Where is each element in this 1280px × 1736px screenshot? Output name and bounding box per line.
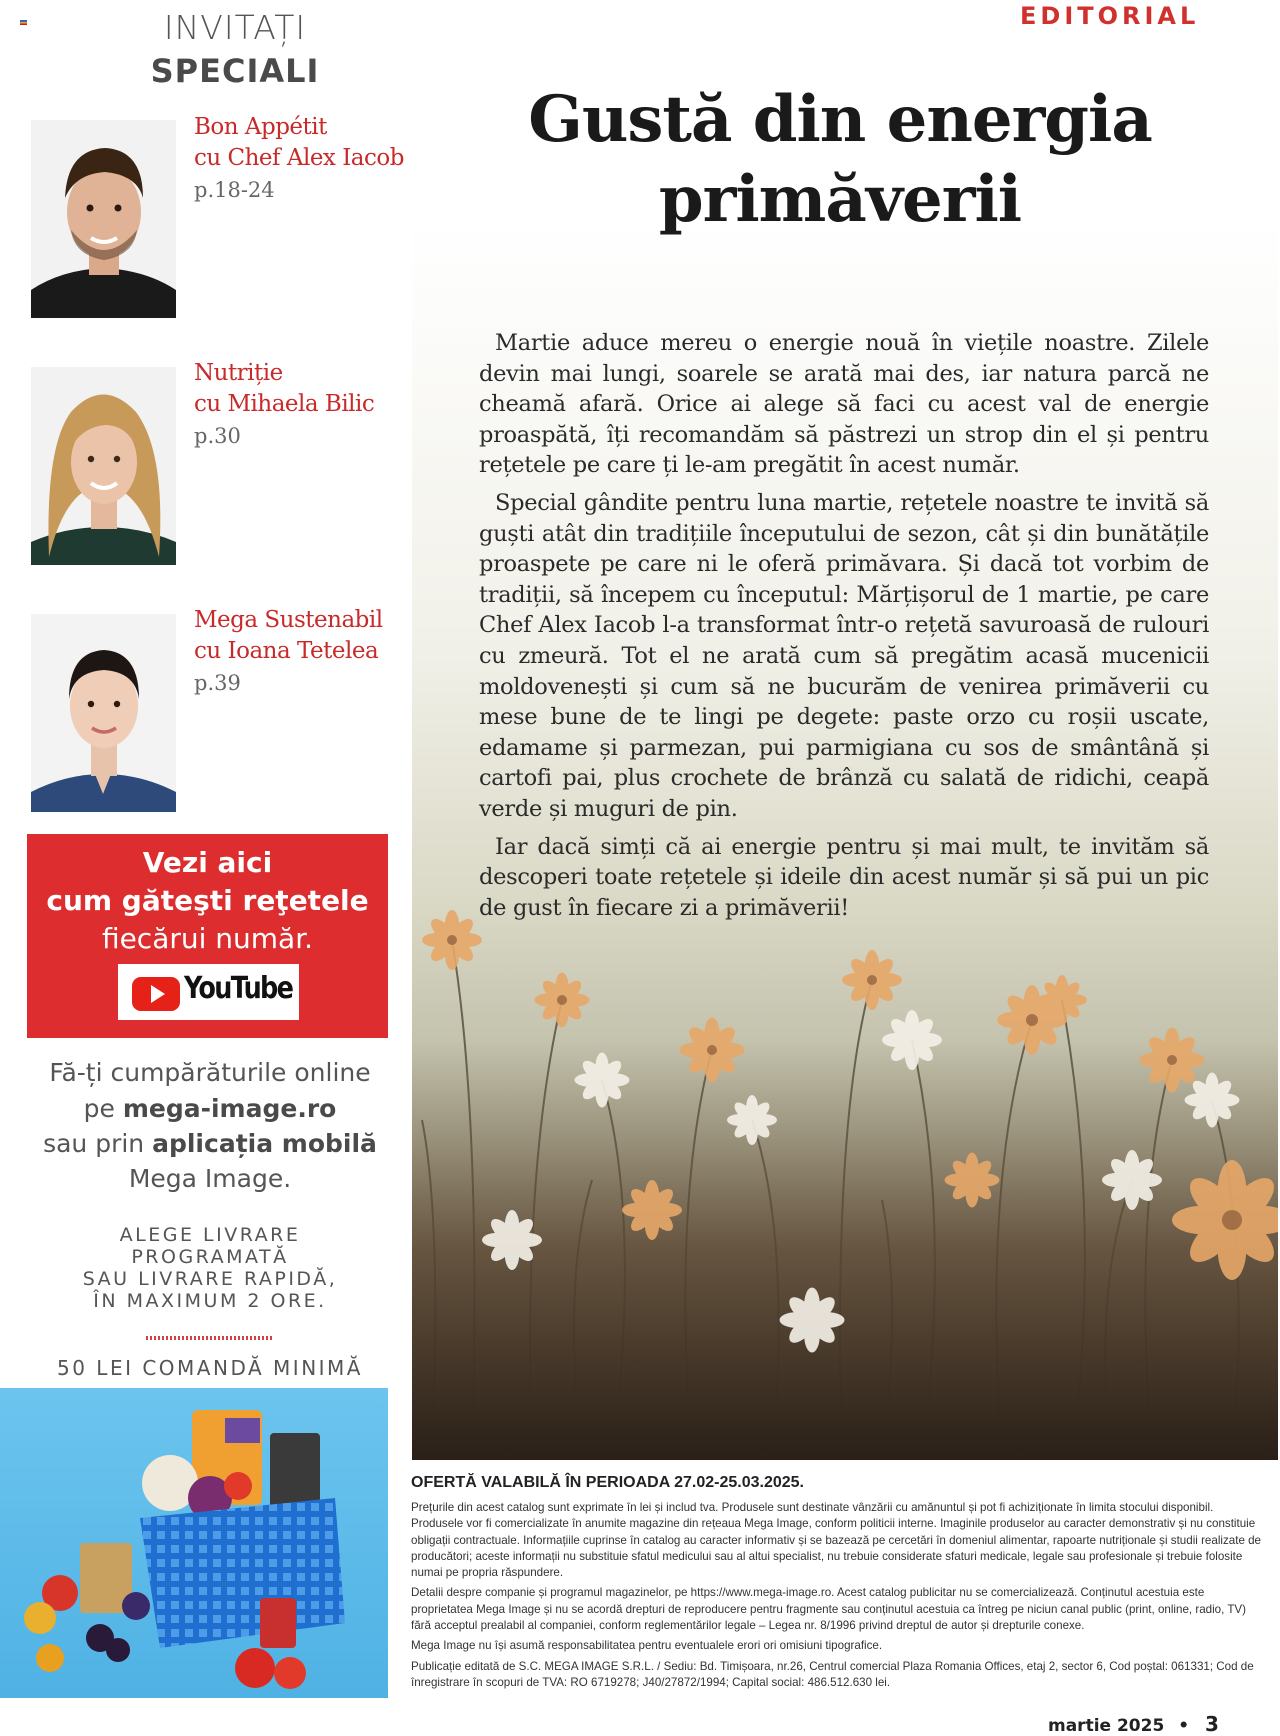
- guest-name: cu Mihaela Bilic: [194, 391, 375, 417]
- issue-date: martie 2025: [1048, 1716, 1165, 1736]
- guest-alex-iacob: [194, 112, 474, 206]
- promo-line3: fiecărui număr.: [101, 922, 314, 955]
- guest-page-ref: p.30: [194, 424, 241, 448]
- section-label: EDITORIAL: [1020, 2, 1200, 30]
- guest-photo-mihaela-bilic: [31, 367, 176, 565]
- legal-paragraph-4: Publicație editată de S.C. MEGA IMAGE S.R.L. / Sediu: Bd. Timișoara, nr.26, Centrul comercial Plaza Romania Offices, etaj 2, sector 6, Cod poștal: 061331; Cod de înregistrare în scopuri de TVA: RO 6719278; J40/27872/1994; Capital social: 486.512.630 lei.: [411, 1659, 1254, 1689]
- footer-separator: •: [1178, 1716, 1190, 1736]
- delivery-line1: ALEGE LIVRARE: [119, 1224, 301, 1246]
- minimum-order: 50 LEI COMANDĂ MINIMĂ: [57, 1356, 363, 1380]
- legal-notice: [411, 1474, 1261, 1695]
- article-paragraph-2: Special gândite pentru luna martie, rețetele noastre te invită să guști atât din tradițiile începutului de sezon, cât și din bunătățile proaspete pe care ni le oferă primăvara. Și dacă tot vorbim de tradiții, să începem cu începutul: Mărțișorul de 1 martie, pe care Chef Alex Iacob l-a transformat într-o rețetă savuroasă de rulouri cu zmeură. Tot el ne arată cum să pregătim acasă mucenicii moldovenești și cum să ne bucurăm de venirea primăverii cu mese bune de te lingi pe degete: paste orzo cu roșii uscate, edamame și parmezan, pui parmigiana cu sos de smântână și cartofi pai, plus crochete de brânză cu salată de ridichi, ceapă verde și muguri de pin.: [479, 489, 1209, 822]
- guest-column-name: Bon Appétit: [194, 114, 327, 140]
- headline: [480, 80, 1200, 240]
- page-footer: [1048, 1712, 1219, 1736]
- guest-photo-alex-iacob: [31, 120, 176, 318]
- youtube-logo-button[interactable]: [118, 964, 299, 1020]
- invited-title-line2: SPECIALI: [150, 52, 320, 90]
- shop-line2: [0, 1094, 420, 1123]
- article-paragraph-1: Martie aduce mereu o energie nouă în viețile noastre. Zilele devin mai lungi, soarele se arată mai des, iar natura parcă ne cheamă afară. Orice ai alege să faci cu acest val de energie proaspătă, îți recomandăm să păstrezi un strop din el și pentru rețetele pe care ți le-am pregătit în acest număr.: [479, 330, 1209, 479]
- article-paragraph-3: Iar dacă simți că ai energie pentru și mai mult, te invităm să descoperi toate rețetele și ideile din acest număr și să pui un pic de gust în fiecare zi a primăverii!: [479, 833, 1209, 921]
- delivery-line2: PROGRAMATĂ: [131, 1246, 289, 1268]
- shop-line3-text: sau prin: [43, 1129, 153, 1158]
- offer-validity: OFERTĂ VALABILĂ ÎN PERIOADA 27.02-25.03.2025.: [411, 1474, 804, 1491]
- dotted-divider: [146, 1336, 274, 1340]
- guest-page-ref: p.39: [194, 671, 241, 695]
- guest-name: cu Chef Alex Iacob: [194, 145, 404, 171]
- headline-line1: Gustă din energia: [528, 82, 1152, 157]
- editorial-article: [479, 328, 1209, 930]
- play-triangle-icon: [151, 985, 165, 1003]
- mobile-app-link[interactable]: aplicația mobilă: [152, 1129, 377, 1158]
- delivery-line4: ÎN MAXIMUM 2 ORE.: [93, 1290, 327, 1312]
- grocery-basket-image: [0, 1388, 388, 1698]
- website-link[interactable]: mega-image.ro: [122, 1094, 337, 1123]
- shop-line4: Mega Image.: [128, 1164, 292, 1193]
- youtube-promo-banner[interactable]: [27, 834, 388, 1038]
- guest-name: cu Ioana Tetelea: [194, 638, 379, 664]
- headline-line2: primăverii: [658, 162, 1022, 237]
- guest-column-name: Nutriție: [194, 360, 283, 386]
- legal-paragraph-3: Mega Image nu își asumă responsabilitatea pentru eventualele erori ori omisiuni tipografice.: [411, 1639, 883, 1653]
- shop-line2-text: pe: [83, 1094, 123, 1123]
- promo-line1: Vezi aici: [142, 846, 273, 879]
- guest-column-name: Mega Sustenabil: [194, 607, 383, 633]
- page-number: 3: [1205, 1712, 1219, 1736]
- guest-photo-ioana-tetelea: [31, 614, 176, 812]
- legal-paragraph-1: Prețurile din acest catalog sunt exprimate în lei și includ tva. Produsele sunt destinate vânzării cu amănuntul și pot fi achiziționate în limita stocului disponibil. Produsele vor fi comercializate în anumite magazine din rețeaua Mega Image, conform politicii interne. Imaginile produselor au caracter demonstrativ și nu constituie obligații contractuale. Informațiile cuprinse în catalog au caracter informativ și se bazează pe cercetări în domeniul alimentar, rapoarte nutriționale și studii realizate de producători; aceste informații nu substituie sfatul medicului sau al altui specialist, nu trebuie considerate sfaturi medicale, legale sau profesionale și trebuie folosite numai pe propria răspundere.: [411, 1501, 1262, 1580]
- shop-line3: [0, 1129, 420, 1158]
- youtube-wordmark: YouTube: [184, 971, 293, 1006]
- shop-line1: Fă-ți cumpărăturile online: [49, 1058, 371, 1087]
- guest-page-ref: p.18-24: [194, 178, 275, 202]
- delivery-line3: SAU LIVRARE RAPIDĂ,: [82, 1268, 338, 1290]
- invited-title-line1: INVITAȚI: [163, 8, 307, 47]
- legal-paragraph-2: Detalii despre companie și programul magazinelor, pe https://www.mega-image.ro. Acest catalog publicitar nu se comercializează. Conținutul acestuia este proprietatea Mega Image și nu se acordă drepturi de reproducere pentru fragmente sau conținutul acestuia ca întreg pe niciun canal public (print, online, radio, TV) fără acceptul prealabil al companiei, conform reglementărilor legale – Legea nr. 8/1996 privind dreptul de autor și drepturile conexe.: [411, 1586, 1247, 1633]
- promo-line2: cum găteşti reţetele: [46, 884, 369, 917]
